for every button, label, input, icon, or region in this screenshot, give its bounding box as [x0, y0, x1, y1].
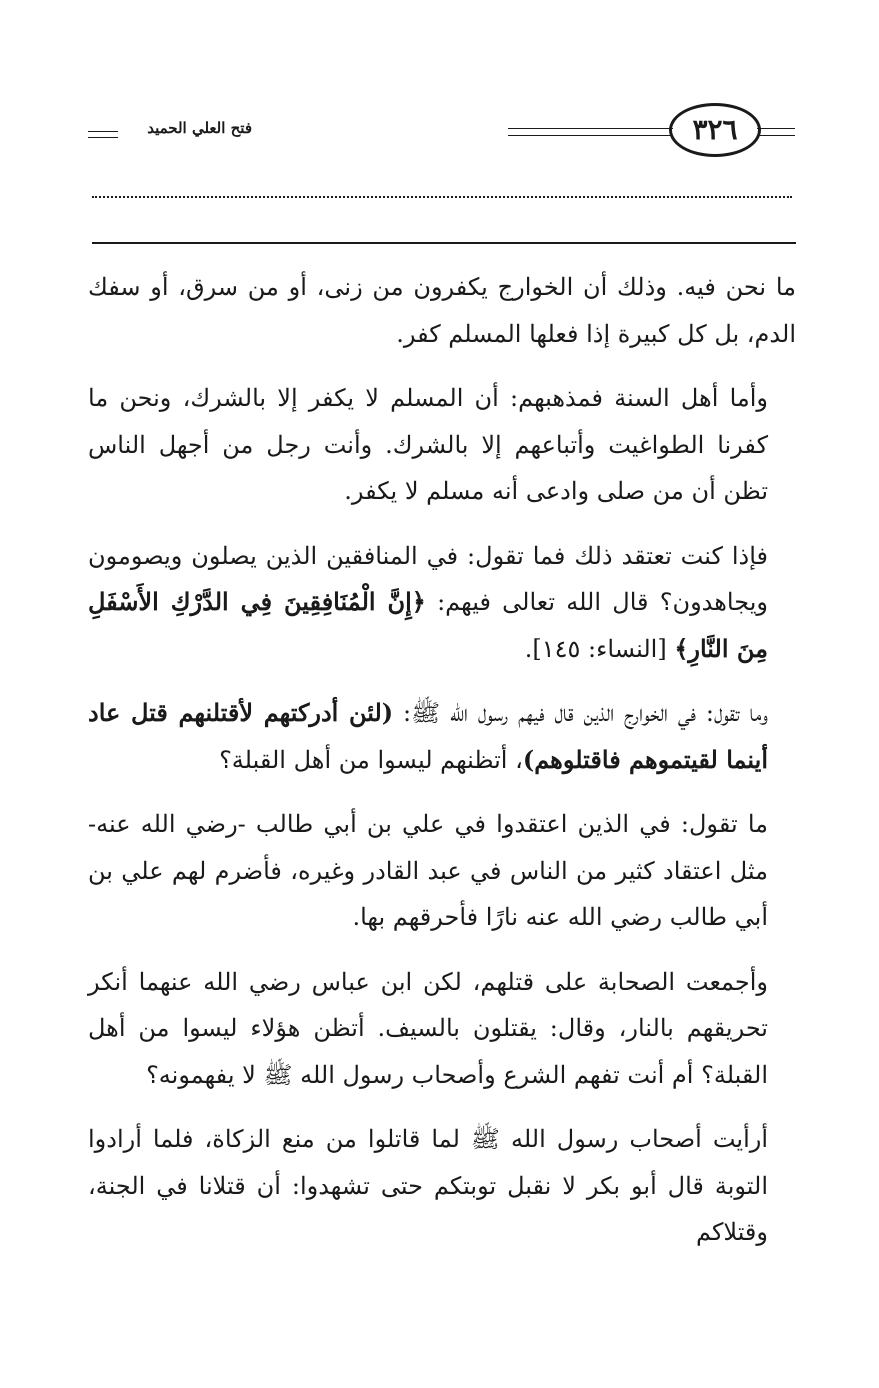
paragraph-text: وأما أهل السنة فمذهبهم: أن المسلم لا يكفر إلا بالشرك، ونحن ما كفرنا الطواغيت وأتباعهم إلا بالشرك. وأنت رجل من أجهل الناس تظن أن من صلى وادعى أنه مسلم لا يكفر.	[88, 384, 768, 505]
paragraph	[88, 801, 796, 941]
main-text	[88, 264, 796, 1256]
header-ornament-left	[88, 131, 118, 138]
paragraph	[88, 1116, 796, 1256]
header-double-rule	[508, 128, 673, 136]
running-book-title: فتح العلي الحميد	[147, 119, 252, 137]
dotted-separator	[92, 196, 792, 210]
paragraph	[88, 375, 796, 515]
paragraph-text: وما تقول: في الخوارج الذين قال فيهم رسول الله ﷺ:	[393, 699, 768, 727]
paragraph-text: فإذا كنت تعتقد ذلك فما تقول: في المنافقين الذين يصلون ويصومون ويجاهدون؟ قال الله تعالى فيهم:	[88, 541, 768, 616]
section-rule	[92, 242, 796, 244]
paragraph-text: ما نحن فيه. وذلك أن الخوارج يكفرون من زنى، أو من سرق، أو سفك الدم، بل كل كبيرة إذا فعلها المسلم كفر.	[88, 273, 796, 348]
hadith-quote: (لئن أدركتهم لأقتلنهم قتل عاد أينما لقيتموهم فاقتلوهم)	[88, 698, 768, 774]
paragraph-text: وأجمعت الصحابة على قتلهم، لكن ابن عباس رضي الله عنهما أنكر تحريقهم بالنار، وقال: يقتلون بالسيف. أتظن هؤلاء ليسوا من أهل القبلة؟ أم أنت تفهم الشرع وأصحاب رسول الله ﷺ لا يفهمونه؟	[88, 967, 768, 1089]
paragraph	[88, 690, 796, 783]
paragraph-text: أرأيت أصحاب رسول الله ﷺ لما قاتلوا من منع الزكاة، فلما أرادوا التوبة قال أبو بكر لا نقبل توبتكم حتى تشهدوا: أن قتلانا في الجنة، وقتلاكم	[88, 1125, 768, 1246]
quran-verse: ﴿إِنَّ الْمُنَافِقِينَ فِي الدَّرْكِ الأَسْفَلِ مِنَ النَّارِ﴾	[88, 587, 768, 663]
page-number-frame	[669, 103, 761, 157]
paragraph-text: ، أتظنهم ليسوا من أهل القبلة؟	[219, 745, 523, 774]
verse-reference: [النساء: ١٤٥].	[524, 634, 675, 663]
page-number: ٣٢٦	[692, 113, 738, 146]
paragraph-text: ما تقول: في الذين اعتقدوا في علي بن أبي طالب -رضي الله عنه- مثل اعتقاد كثير من الناس في عبد القادر وغيره، فأضرم لهم علي بن أبي طالب رضي الله عنه نارًا فأحرقهم بها.	[88, 810, 768, 931]
paragraph	[88, 959, 796, 1099]
paragraph	[88, 533, 796, 673]
header-ornament-right	[757, 128, 795, 136]
paragraph	[88, 264, 796, 357]
